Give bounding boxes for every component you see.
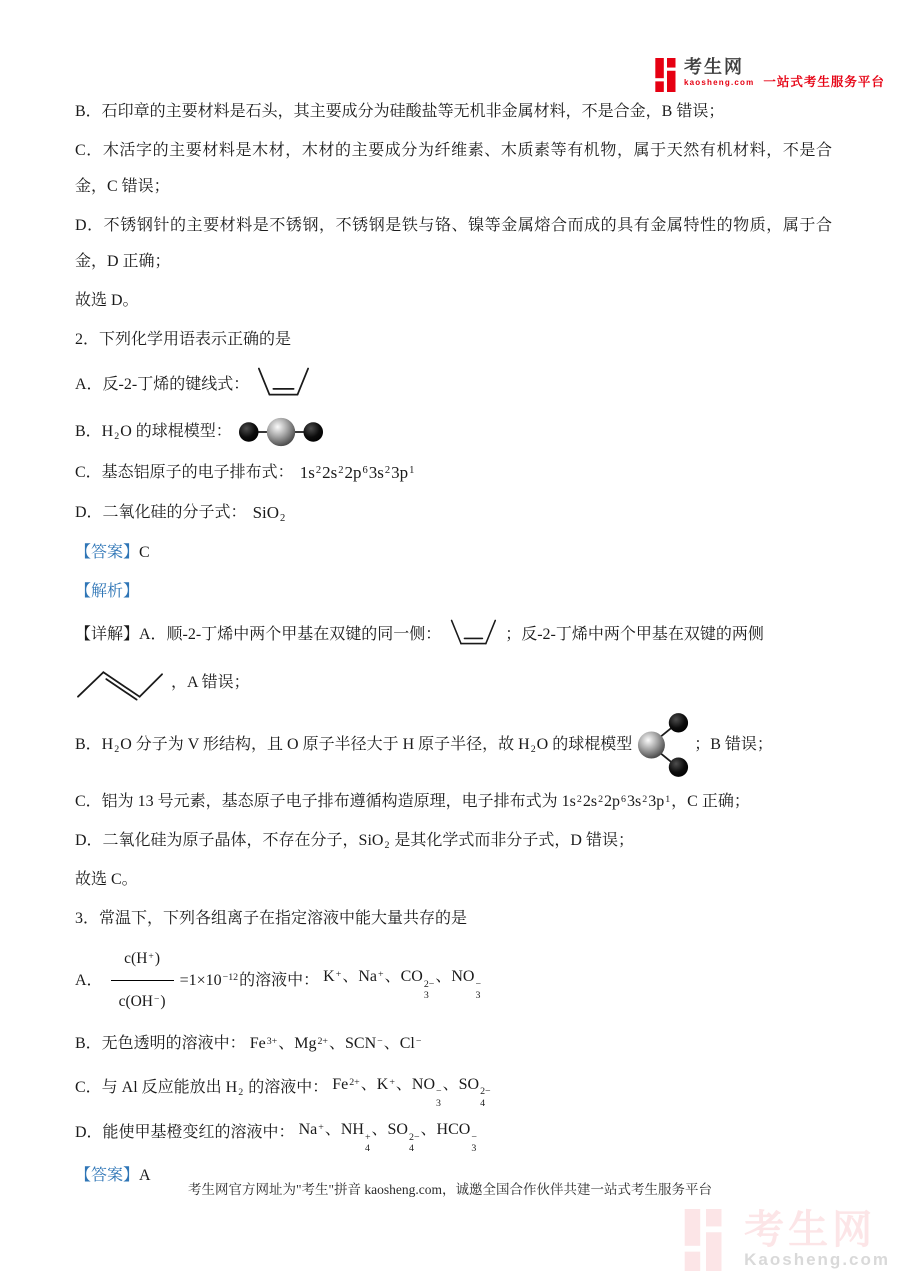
fraction-numerator: c(H+): [124, 950, 160, 967]
q2-analysis-line: [75, 574, 832, 610]
fraction-denominator: c(OH−): [111, 980, 174, 1021]
q1-option-b-analysis: B．石印章的主要材料是石头，其主要成分为硅酸盐等无机非金属材料，不是合金，B 错误；: [75, 103, 725, 120]
q2-option-a: [75, 361, 832, 409]
q2-answer-value: C: [139, 544, 150, 561]
q2-detail-d-line: D．二氧化硅为原子晶体，不存在分子，SiO$_2$ 是其化学式而非分子式，D 错误；: [75, 832, 634, 851]
q2-option-b-label: B．$H_2O$ 的球棍模型：: [75, 423, 232, 442]
site-logo: [655, 58, 885, 92]
q2-stem: 2．下列化学用语表示正确的是: [75, 331, 292, 348]
q2-option-c: [75, 455, 832, 491]
answer-tag: 【答案】: [75, 1166, 140, 1184]
q2-detail-b-conclusion: ；B 错误；: [694, 736, 773, 753]
q2-option-d: [75, 494, 832, 532]
footer-text: 考生网官方网址为"考生"拼音 kaosheng.com，诚邀全国合作伙伴共建一站式考生服务平台: [187, 1182, 712, 1197]
q2-option-c-label: C．基态铝原子的电子排布式：: [75, 464, 294, 481]
q3-option-c-ions: $Fe^{2+}$、K+、NO − 3 、SO 2− 4: [332, 1076, 491, 1109]
q2-detail-a-line1: [75, 613, 832, 657]
q2-option-d-label: D．二氧化硅的分子式：: [75, 504, 247, 521]
q2-conclusion: 故选 C。: [75, 871, 138, 888]
concentration-ratio-fraction: [111, 940, 174, 1021]
q2-detail-a-text-post: ；反-2-丁烯中两个甲基在双键的两侧: [505, 626, 764, 643]
cis-2-butene-structure-small-icon: [447, 617, 499, 653]
q3-option-d-ions: Na+、NH + 4 、SO 2− 4 、HCO − 3: [298, 1121, 477, 1155]
q3-option-a-label: A．: [75, 971, 103, 989]
page-footer: [0, 1178, 900, 1198]
q2-detail-a-line2: [75, 660, 832, 706]
q3-option-d-label: D．能使甲基橙变红的溶液中：: [75, 1124, 295, 1142]
q2-detail-a-conclusion: ，A 错误；: [171, 674, 250, 691]
answer-tag: 【答案】: [75, 544, 140, 561]
h2o-linear-ball-stick-model-icon: [238, 416, 324, 448]
q1-conclusion: 故选 D。: [75, 292, 139, 309]
q3-option-a-text: 的溶液中：: [239, 971, 320, 989]
q2-detail-c-line: C．铝为 13 号元素，基态原子电子排布遵循构造原理，电子排布式为 $1s^22s^22p^63s^23p^1$，C 正确；: [75, 793, 750, 810]
q3-option-c-label: C．与 Al 反应能放出 $H_2$ 的溶液中：: [75, 1079, 329, 1099]
q2-option-a-label: A．反-2-丁烯的键线式：: [75, 376, 250, 393]
h2o-bent-ball-stick-model-icon: [636, 710, 690, 780]
q2-detail-a-text-pre: 【详解】A．顺-2-丁烯中两个甲基在双键的同一侧：: [75, 626, 442, 643]
q1-option-c-analysis: C．木活字的主要材料是木材，木材的主要成分为纤维素、木质素等有机物，属于天然有机材料，不是合金，C 错误；: [75, 142, 832, 195]
electron-configuration-formula: $1s^22s^22p^63s^23p^1$: [299, 463, 415, 482]
analysis-tag: 【解析】: [75, 583, 140, 600]
trans-2-butene-structure-icon: [75, 663, 165, 703]
q3-option-b: [75, 1024, 832, 1064]
logo-site-name: 考生网: [684, 57, 744, 77]
q3-option-d: [75, 1112, 832, 1154]
cis-2-butene-structure-icon: [255, 363, 311, 407]
logo-site-domain: kaosheng.com: [684, 77, 755, 87]
kaosheng-watermark-icon: [678, 1209, 734, 1271]
q3-option-a: [75, 940, 832, 1021]
watermark-site-domain: Kaosheng.com: [744, 1250, 890, 1269]
q3-answer-value: A: [139, 1166, 151, 1184]
kaosheng-logo-icon: [655, 58, 679, 92]
watermark-site-name: 考生网: [744, 1208, 877, 1252]
q2-option-b: [75, 412, 832, 452]
exam-content: [75, 94, 832, 1197]
sio2-formula: SiO$_2$: [252, 503, 286, 525]
q3-option-b-label: B．无色透明的溶液中：: [75, 1035, 246, 1052]
q3-option-a-ions: K+、Na+、CO 2− 3 、NO − 3: [323, 968, 482, 1002]
q2-answer-line: [75, 535, 832, 571]
watermark-logo: [678, 1209, 890, 1271]
q1-option-d-analysis: D．不锈钢针的主要材料是不锈钢，不锈钢是铁与铬、镍等金属熔合而成的具有金属特性的物质，属于合金，D 正确；: [75, 217, 832, 270]
q3-stem: 3．常温下，下列各组离子在指定溶液中能大量共存的是: [75, 910, 468, 927]
logo-tagline: 一站式考生服务平台: [763, 75, 885, 89]
q3-option-c: [75, 1067, 832, 1109]
logo-text-block: [684, 58, 754, 87]
q3-option-b-ions: $Fe^{3+}$、$Mg^{2+}$、SCN−、Cl−: [249, 1035, 422, 1052]
q3-option-a-equation: $=1\times 10^{-12}$: [179, 971, 239, 989]
q2-detail-b-text-pre: B．$H_2O$ 分子为 V 形结构，且 O 原子半径大于 H 原子半径，故 $H_2O$ 的球棍模型: [75, 736, 633, 755]
q2-detail-b-line: [75, 709, 832, 781]
watermark-text-block: [744, 1210, 890, 1270]
